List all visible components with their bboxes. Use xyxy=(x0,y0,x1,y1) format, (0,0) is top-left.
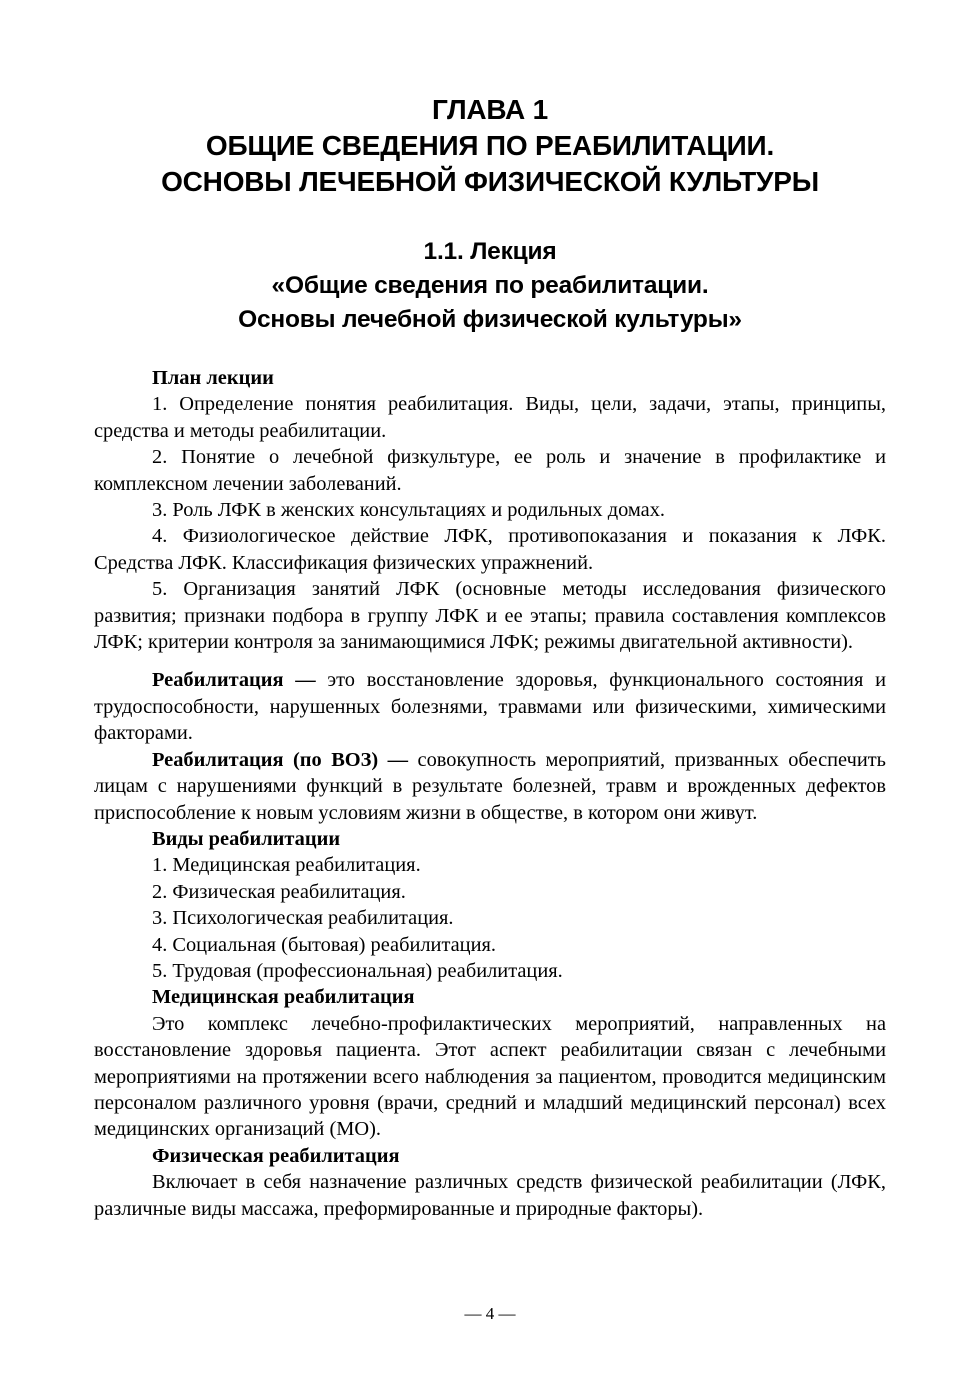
lecture-title-line-1: «Общие сведения по реабилитации. xyxy=(271,272,709,299)
chapter-title-line-2: ОСНОВЫ ЛЕЧЕБНОЙ ФИЗИЧЕСКОЙ КУЛЬТУРЫ xyxy=(161,166,819,197)
medical-text: Это комплекс лечебно-профилактических мероприятий, направленных на восстановление здоровья пациента. Этот аспект реабилитации связан с лечебными мероприятиями на протяжении всего наблюдения за пациентом, проводится медицинским персоналом различного уровня (врачи, средний и младший медицинский персонал) всех медицинских организаций (МО). xyxy=(94,1012,886,1141)
types-item-1: 1. Медицинская реабилитация. xyxy=(152,854,421,877)
types-item-5: 5. Трудовая (профессиональная) реабилитация. xyxy=(152,959,563,982)
plan-item-4: 4. Физиологическое действие ЛФК, противопоказания и показания к ЛФК. Средства ЛФК. Классификация физических упражнений. xyxy=(94,525,886,574)
plan-item-1: 1. Определение понятия реабилитация. Виды, цели, задачи, этапы, принципы, средства и методы реабилитации. xyxy=(94,393,886,442)
rehab-definition xyxy=(94,667,886,746)
plan-item-3: 3. Роль ЛФК в женских консультациях и родильных домах. xyxy=(152,499,665,522)
chapter-title xyxy=(94,92,886,200)
lecture-title xyxy=(94,235,886,337)
page-number: — 4 — xyxy=(464,1304,516,1323)
rehab-definition-text: это восстановление здоровья, функционального состояния и трудоспособности, нарушенных болезнями, травмами или физическими, химическими факторами. xyxy=(94,669,886,745)
who-definition-text: совокупность мероприятий, призванных обеспечить лицам с нарушениями функций в результате болезней, травм и врожденных дефектов приспособление к новым условиям жизни в обществе, в котором они живут. xyxy=(94,748,886,824)
chapter-number: ГЛАВА 1 xyxy=(431,94,549,125)
who-definition xyxy=(94,747,886,826)
who-term: Реабилитация (по ВОЗ) — xyxy=(152,748,409,771)
plan-item-5: 5. Организация занятий ЛФК (основные методы исследования физического развития; признаки подбора в группу ЛФК и ее этапы; правила составления комплексов ЛФК; критерии контроля за занимающимися ЛФК; режимы двигательной активности). xyxy=(94,578,886,654)
physical-heading: Физическая реабилитация xyxy=(152,1144,400,1167)
types-item-2: 2. Физическая реабилитация. xyxy=(152,880,406,903)
medical-heading: Медицинская реабилитация xyxy=(152,986,415,1009)
chapter-title-line-1: ОБЩИЕ СВЕДЕНИЯ ПО РЕАБИЛИТАЦИИ. xyxy=(205,130,775,161)
lecture-plan xyxy=(94,365,886,655)
definitions-section xyxy=(94,667,886,1222)
plan-item-2: 2. Понятие о лечебной физкультуре, ее роль и значение в профилактике и комплексном лечении заболеваний. xyxy=(94,446,886,495)
lecture-number: 1.1. Лекция xyxy=(423,238,557,265)
types-heading: Виды реабилитации xyxy=(152,827,341,850)
plan-heading: План лекции xyxy=(152,367,274,389)
types-item-4: 4. Социальная (бытовая) реабилитация. xyxy=(152,933,496,956)
lecture-title-line-2: Основы лечебной физической культуры» xyxy=(238,306,742,333)
physical-text: Включает в себя назначение различных средств физической реабилитации (ЛФК, различные виды массажа, преформированные и природные факторы). xyxy=(94,1171,886,1220)
types-item-3: 3. Психологическая реабилитация. xyxy=(152,907,454,930)
page-body xyxy=(94,92,886,1222)
rehab-term: Реабилитация — xyxy=(152,669,316,692)
